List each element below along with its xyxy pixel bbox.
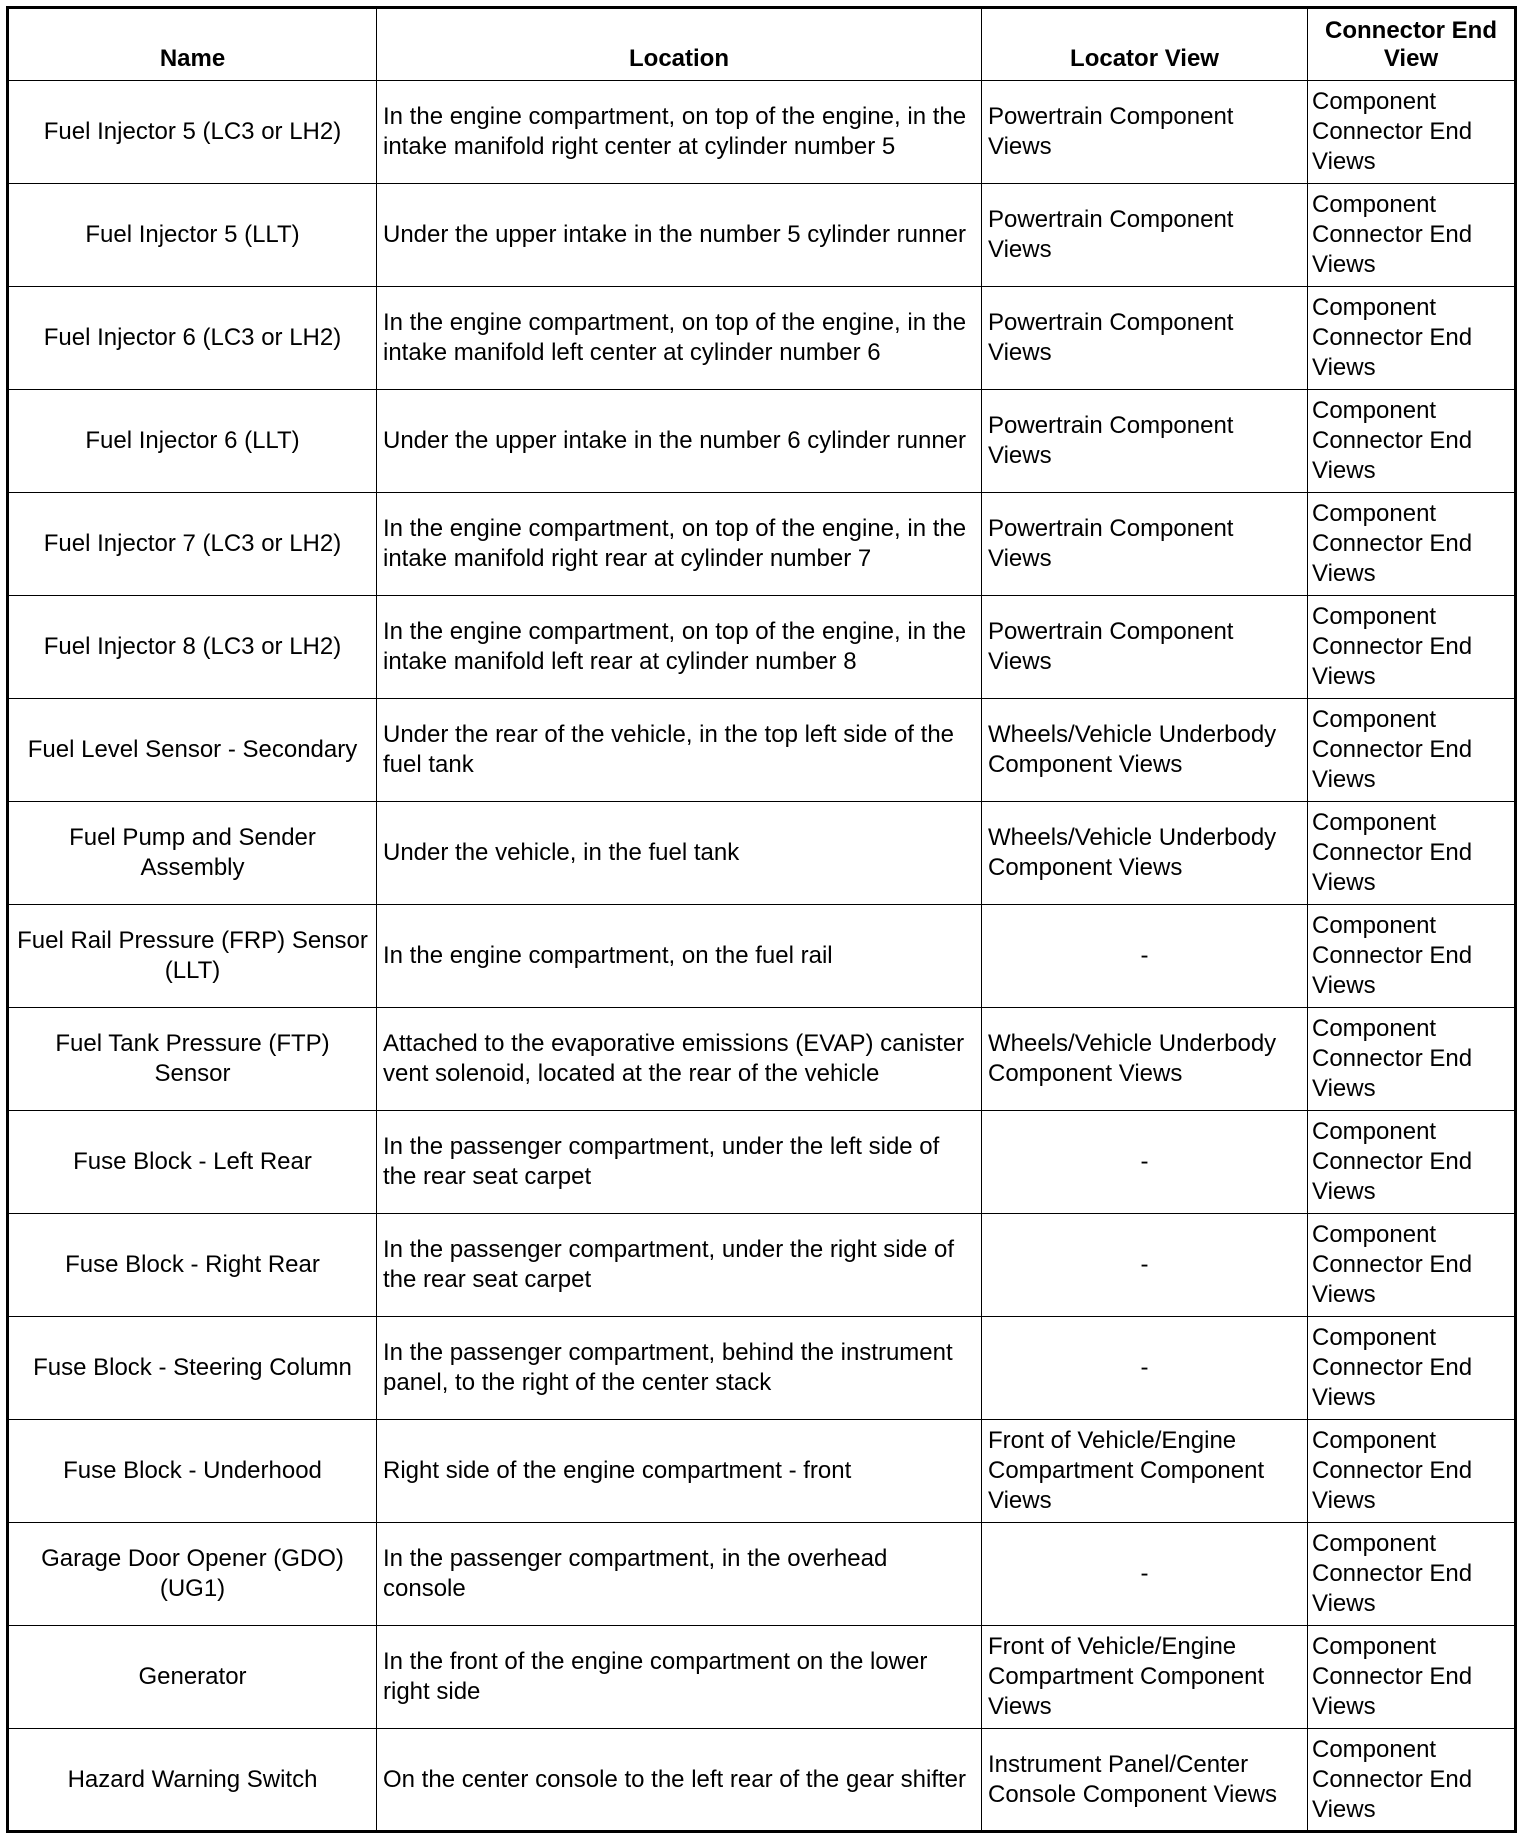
- column-header-locator-view: Locator View: [982, 8, 1308, 81]
- cell-connector-end-view: Component Connector End Views: [1308, 1729, 1516, 1832]
- cell-name: Fuse Block - Underhood: [8, 1420, 377, 1523]
- cell-location: In the passenger compartment, under the left side of the rear seat carpet: [377, 1111, 982, 1214]
- cell-locator-view: Powertrain Component Views: [982, 596, 1308, 699]
- cell-locator-view: Front of Vehicle/Engine Compartment Component Views: [982, 1626, 1308, 1729]
- table-row: [8, 81, 1516, 184]
- cell-connector-end-view: Component Connector End Views: [1308, 802, 1516, 905]
- table-row: [8, 905, 1516, 1008]
- cell-name: Fuse Block - Left Rear: [8, 1111, 377, 1214]
- cell-location: Under the upper intake in the number 5 cylinder runner: [377, 184, 982, 287]
- cell-locator-view: Powertrain Component Views: [982, 493, 1308, 596]
- table-row: [8, 1729, 1516, 1832]
- cell-locator-view: -: [982, 1317, 1308, 1420]
- cell-location: In the engine compartment, on top of the engine, in the intake manifold right center at cylinder number 5: [377, 81, 982, 184]
- table-row: [8, 1214, 1516, 1317]
- cell-connector-end-view: Component Connector End Views: [1308, 493, 1516, 596]
- cell-locator-view: Wheels/Vehicle Underbody Component Views: [982, 699, 1308, 802]
- cell-location: Under the vehicle, in the fuel tank: [377, 802, 982, 905]
- cell-connector-end-view: Component Connector End Views: [1308, 1214, 1516, 1317]
- cell-location: In the engine compartment, on top of the engine, in the intake manifold left center at cylinder number 6: [377, 287, 982, 390]
- cell-name: Fuel Injector 6 (LLT): [8, 390, 377, 493]
- table-row: [8, 184, 1516, 287]
- table-body: [8, 81, 1516, 1832]
- cell-connector-end-view: Component Connector End Views: [1308, 390, 1516, 493]
- cell-locator-view: Front of Vehicle/Engine Compartment Component Views: [982, 1420, 1308, 1523]
- cell-locator-view: -: [982, 1214, 1308, 1317]
- cell-connector-end-view: Component Connector End Views: [1308, 1626, 1516, 1729]
- column-header-name: Name: [8, 8, 377, 81]
- cell-location: In the engine compartment, on the fuel rail: [377, 905, 982, 1008]
- table-row: [8, 1111, 1516, 1214]
- cell-name: Fuel Injector 5 (LLT): [8, 184, 377, 287]
- table-row: [8, 287, 1516, 390]
- cell-connector-end-view: Component Connector End Views: [1308, 1317, 1516, 1420]
- cell-name: Fuel Injector 6 (LC3 or LH2): [8, 287, 377, 390]
- table-row: [8, 1626, 1516, 1729]
- cell-connector-end-view: Component Connector End Views: [1308, 184, 1516, 287]
- table-row: [8, 1317, 1516, 1420]
- cell-name: Fuse Block - Steering Column: [8, 1317, 377, 1420]
- cell-connector-end-view: Component Connector End Views: [1308, 1420, 1516, 1523]
- cell-name: Fuse Block - Right Rear: [8, 1214, 377, 1317]
- cell-connector-end-view: Component Connector End Views: [1308, 81, 1516, 184]
- cell-connector-end-view: Component Connector End Views: [1308, 1523, 1516, 1626]
- component-locator-table-container: [6, 6, 1514, 1823]
- cell-location: In the passenger compartment, in the overhead console: [377, 1523, 982, 1626]
- table-row: [8, 1523, 1516, 1626]
- table-row: [8, 493, 1516, 596]
- table-row: [8, 390, 1516, 493]
- column-header-connector-end-view: Connector End View: [1308, 8, 1516, 81]
- cell-locator-view: Powertrain Component Views: [982, 184, 1308, 287]
- table-row: [8, 1420, 1516, 1523]
- cell-connector-end-view: Component Connector End Views: [1308, 1111, 1516, 1214]
- cell-location: In the engine compartment, on top of the engine, in the intake manifold left rear at cylinder number 8: [377, 596, 982, 699]
- cell-location: Attached to the evaporative emissions (EVAP) canister vent solenoid, located at the rear of the vehicle: [377, 1008, 982, 1111]
- cell-connector-end-view: Component Connector End Views: [1308, 287, 1516, 390]
- column-header-location: Location: [377, 8, 982, 81]
- cell-location: Right side of the engine compartment - front: [377, 1420, 982, 1523]
- cell-locator-view: -: [982, 1523, 1308, 1626]
- cell-name: Fuel Pump and Sender Assembly: [8, 802, 377, 905]
- cell-name: Fuel Injector 7 (LC3 or LH2): [8, 493, 377, 596]
- table-row: [8, 1008, 1516, 1111]
- cell-locator-view: Wheels/Vehicle Underbody Component Views: [982, 802, 1308, 905]
- cell-locator-view: Powertrain Component Views: [982, 81, 1308, 184]
- table-row: [8, 699, 1516, 802]
- cell-locator-view: Instrument Panel/Center Console Component Views: [982, 1729, 1308, 1832]
- cell-connector-end-view: Component Connector End Views: [1308, 699, 1516, 802]
- cell-locator-view: Powertrain Component Views: [982, 287, 1308, 390]
- cell-name: Hazard Warning Switch: [8, 1729, 377, 1832]
- table-row: [8, 596, 1516, 699]
- cell-location: Under the rear of the vehicle, in the top left side of the fuel tank: [377, 699, 982, 802]
- cell-name: Fuel Injector 8 (LC3 or LH2): [8, 596, 377, 699]
- cell-name: Fuel Rail Pressure (FRP) Sensor (LLT): [8, 905, 377, 1008]
- table-row: [8, 802, 1516, 905]
- cell-name: Fuel Tank Pressure (FTP) Sensor: [8, 1008, 377, 1111]
- cell-locator-view: Wheels/Vehicle Underbody Component Views: [982, 1008, 1308, 1111]
- cell-location: In the engine compartment, on top of the engine, in the intake manifold right rear at cylinder number 7: [377, 493, 982, 596]
- cell-locator-view: -: [982, 905, 1308, 1008]
- component-locator-table: [6, 6, 1517, 1833]
- cell-connector-end-view: Component Connector End Views: [1308, 596, 1516, 699]
- cell-name: Fuel Level Sensor - Secondary: [8, 699, 377, 802]
- cell-location: In the passenger compartment, under the right side of the rear seat carpet: [377, 1214, 982, 1317]
- cell-location: Under the upper intake in the number 6 cylinder runner: [377, 390, 982, 493]
- cell-location: On the center console to the left rear of the gear shifter: [377, 1729, 982, 1832]
- cell-location: In the passenger compartment, behind the instrument panel, to the right of the center stack: [377, 1317, 982, 1420]
- cell-connector-end-view: Component Connector End Views: [1308, 1008, 1516, 1111]
- table-header-row: [8, 8, 1516, 81]
- cell-connector-end-view: Component Connector End Views: [1308, 905, 1516, 1008]
- cell-name: Fuel Injector 5 (LC3 or LH2): [8, 81, 377, 184]
- cell-locator-view: -: [982, 1111, 1308, 1214]
- cell-name: Garage Door Opener (GDO) (UG1): [8, 1523, 377, 1626]
- cell-locator-view: Powertrain Component Views: [982, 390, 1308, 493]
- cell-location: In the front of the engine compartment on the lower right side: [377, 1626, 982, 1729]
- cell-name: Generator: [8, 1626, 377, 1729]
